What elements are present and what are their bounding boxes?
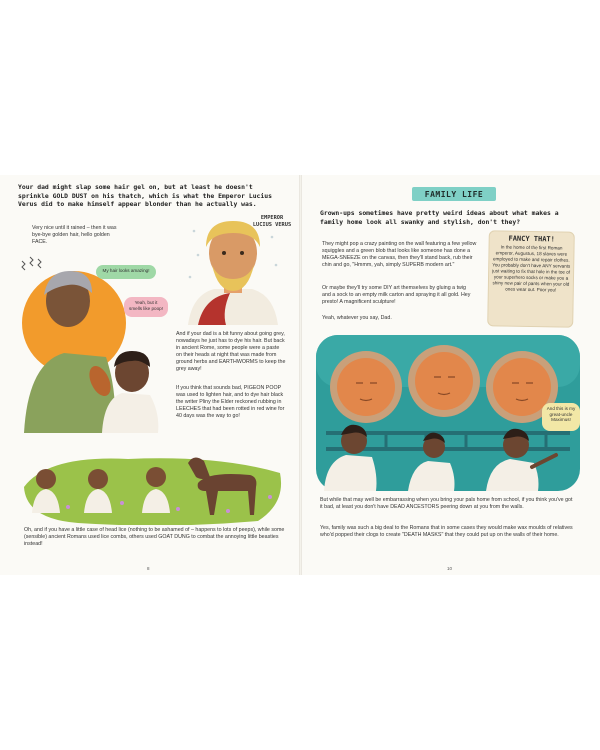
rain-text: Very nice until it rained – then it was bye-bye golden hair, hello golden FACE. (32, 225, 117, 246)
dad-and-son-illustration (18, 253, 178, 433)
left-intro: Your dad might slap some hair gel on, but at least he doesn't sprinkle GOLD DUST on his thatch, which is what the Emperor Lucius Verus did to make himself appear blonder than he actually was. (18, 183, 272, 209)
fancy-that-body: In the home of the first Roman emperor, Augustus, 18 slaves were employed to make and repair clothes. You probably don't have ANY servants just waiting to fix that hole in the toe of your superhero socks or make you a shiny new pair of pants when your old ones wear out. Poor you! (492, 244, 571, 293)
dad-speech-bubble: My hair looks amazing! (96, 265, 156, 279)
family-life-heading (412, 187, 496, 201)
right-page-number: 10 (447, 566, 453, 571)
paragraph-grey-hair: And if your dad is a bit funny about going grey, nowadays he just has to dye his hair. But back in ancient Rome, some people were a paste on their heads at night that was made from ground herbs and EARTHWORMS to keep the grey away! (176, 331, 286, 373)
book-spread (0, 175, 600, 575)
children-and-goat-illustration (18, 433, 286, 525)
uncle-speech-bubble: And this is my great-uncle Maximus! (542, 403, 580, 431)
ancestor-masks-illustration (316, 335, 580, 491)
paragraph-diy: Or maybe they'll try some DIY art themselves by gluing a twig and a sock to an empty milk carton and spraying it all gold. Hey presto! A magnificent sculpture! (322, 285, 471, 306)
paragraph-pigeon-poop: If you think that sounds bad, PIGEON POOP was used to lighten hair, and to dye hair black the writer Pliny the Elder reckoned rubbing in LEECHES that had been rotted in red wine for 40 days was the way to go! (176, 385, 285, 420)
paragraph-painting: They might pop a crazy painting on the wall featuring a few yellow squiggles and a green blob that looks like someone has done a MEGA-SNEEZE on the canvas, then they'll stand back, rub their chin and go, "Hmmm, yah, simply SUPERB modern art." (322, 241, 477, 269)
right-intro: Grown-ups sometimes have pretty weird ideas about what makes a family home look all swanky and stylish, don't they? (320, 209, 559, 226)
paragraph-head-lice: Oh, and if you have a little case of head lice (nothing to be ashamed of – happens to lots of peeps), while some (sensible) ancient Romans used lice combs, others used GOAT DUNG to combat the annoying little beasties instead! (24, 527, 285, 548)
paragraph-death-masks: Yes, family was such a big deal to the Romans that in some cases they would make wax moulds of relatives who'd popped their clogs to create "DEATH MASKS" that they could put up on the walls of their home. (320, 525, 573, 539)
emperor-illustration (178, 215, 288, 325)
paragraph-pals: But while that may well be embarrassing when you bring your pals home from school, if you think you've got it bad, at least you don't have DEAD ANCESTORS peering down at you from the walls. (320, 497, 573, 511)
paragraph-whatever-dad: Yeah, whatever you say, Dad. (322, 315, 392, 321)
emperor-label: EMPEROR LUCIUS VERUS (252, 215, 292, 229)
family-life-heading-text: FAMILY LIFE (424, 189, 484, 199)
son-speech-bubble: Yeah, but it smells like poop! (124, 297, 168, 317)
left-page-number: 8 (147, 566, 150, 571)
fancy-that-title: FANCY THAT! (508, 234, 555, 244)
fancy-that-box (487, 230, 575, 327)
book-gutter (299, 175, 302, 575)
